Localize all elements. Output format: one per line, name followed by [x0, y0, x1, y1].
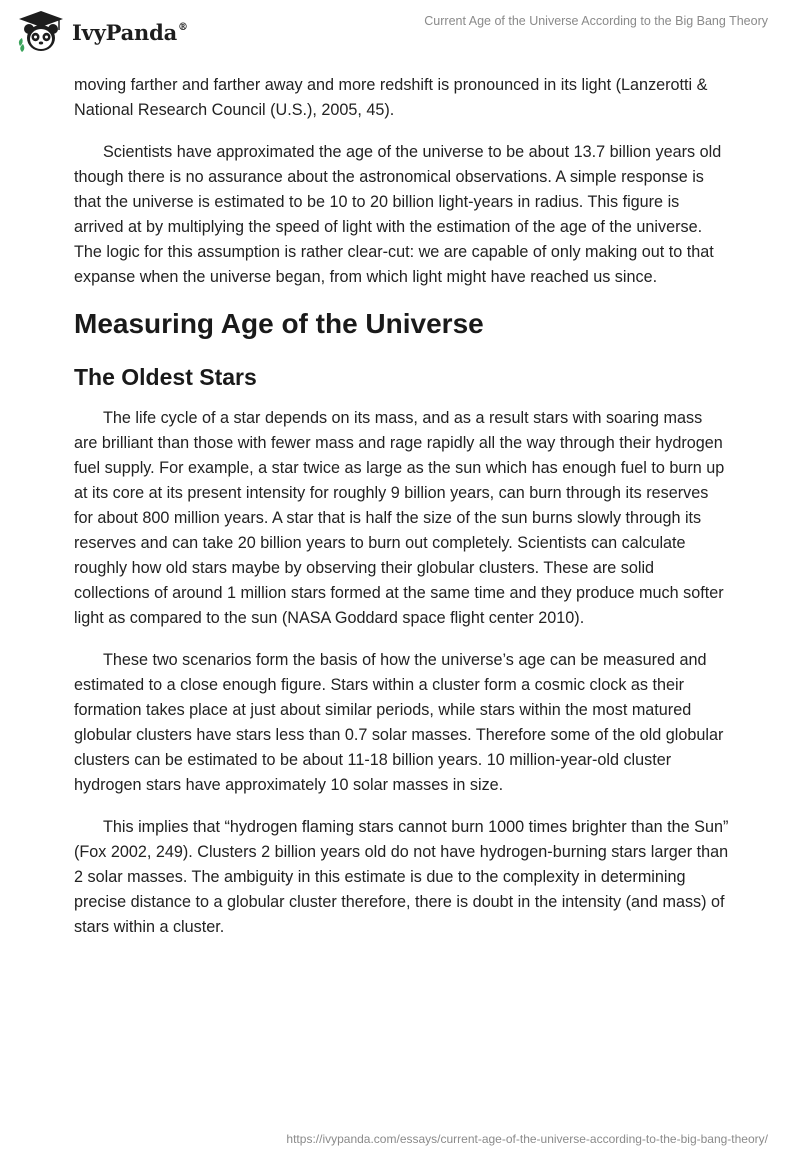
document-title: Current Age of the Universe According to the Big Bang Theory	[424, 14, 768, 28]
essay-content	[74, 73, 730, 957]
page-header	[0, 0, 800, 66]
paragraph: The life cycle of a star depends on its mass, and as a result stars with soaring mass are brilliant than those with fewer mass and rage rapidly all the way through their hydrogen fuel supply. For example, a star twice as large as the sun which has enough fuel to burn up at its core at its present intensity for roughly 9 billion years, can burn through its reserves for about 800 million years. A star that is half the size of the sun burns slowly through its reserves and can take 20 billion years to burn out completely. Scientists can calculate roughly how old stars maybe by observing their globular clusters. These are solid collections of around 1 million stars formed at the same time and they produce much softer light as compared to the sun (NASA Goddard space flight center 2010).	[74, 409, 725, 627]
registered-mark: ®	[178, 21, 188, 33]
subsection-heading: The Oldest Stars	[74, 364, 257, 390]
paragraph: These two scenarios form the basis of how the universe’s age can be measured and estimated to a close enough figure. Stars within a cluster form a cosmic clock as their formation takes place at just about similar periods, while stars within the most matured globular clusters have stars less than 0.7 solar masses. Therefore some of the old globular clusters can be estimated to be about 11-18 billion years. 10 million-year-old cluster hydrogen stars have approximately 10 solar masses in size.	[74, 651, 724, 794]
logo-wordmark-text: IvyPanda	[72, 19, 178, 45]
source-url[interactable]: https://ivypanda.com/essays/current-age-of-the-universe-according-to-the-big-bang-theory/	[286, 1132, 768, 1146]
paragraph-continued: moving farther and farther away and more redshift is pronounced in its light (Lanzerotti & National Research Council (U.S.), 2005, 45).	[74, 76, 708, 119]
ivypanda-logo[interactable]	[16, 10, 188, 54]
panda-graduate-icon	[16, 10, 66, 54]
paragraph: This implies that “hydrogen flaming stars cannot burn 1000 times brighter than the Sun” (Fox 2002, 249). Clusters 2 billion years old do not have hydrogen-burning stars larger than 2 solar masses. The ambiguity in this estimate is due to the complexity in determining precise distance to a globular cluster therefore, there is doubt in the intensity (and mass) of stars within a cluster.	[74, 818, 729, 936]
paragraph: Scientists have approximated the age of the universe to be about 13.7 billion years old though there is no assurance about the astronomical observations. A simple response is that the universe is estimated to be 10 to 20 billion light-years in radius. This figure is arrived at by multiplying the speed of light with the estimation of the age of the universe. The logic for this assumption is rather clear-cut: we are capable of only making out to that expanse when the universe began, from which light might have reached us since.	[74, 143, 722, 286]
section-heading: Measuring Age of the Universe	[74, 308, 484, 339]
logo-wordmark	[72, 19, 188, 45]
